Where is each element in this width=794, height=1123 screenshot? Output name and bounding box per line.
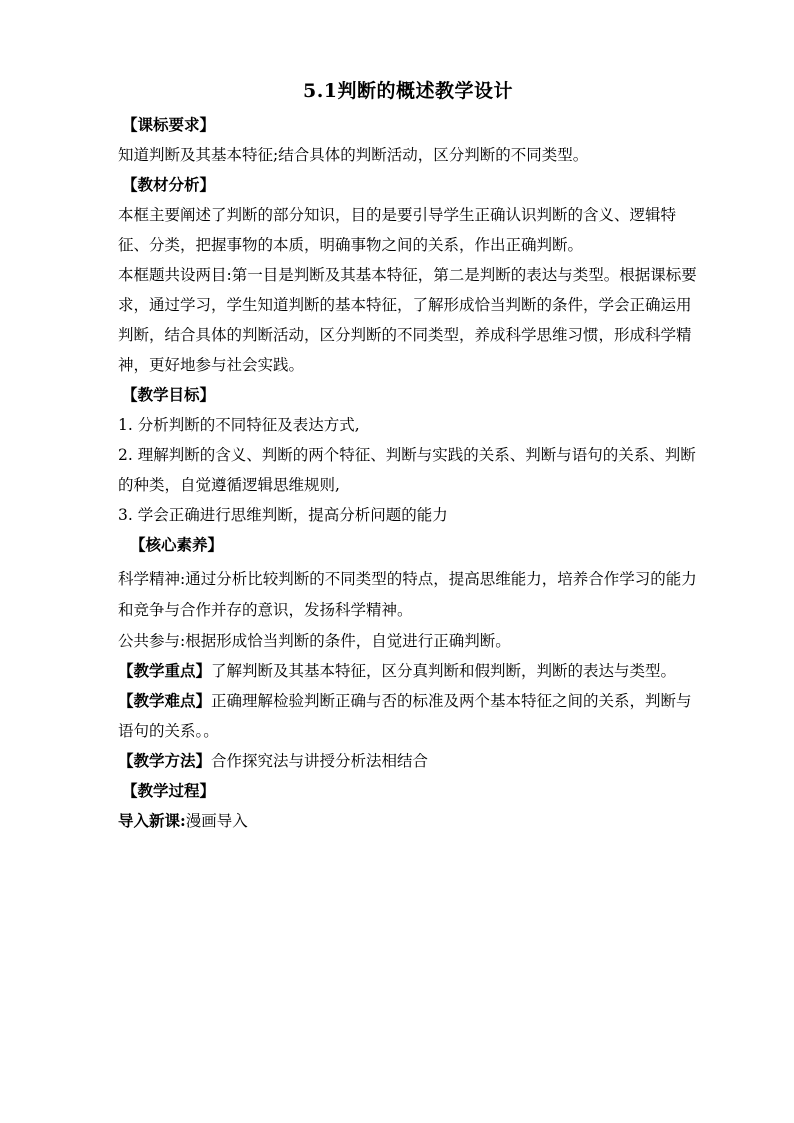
- key-points-line: [118, 656, 698, 686]
- section-heading-objectives: 【教学目标】: [122, 385, 216, 404]
- analysis-paragraph-2: 本框题共设两目:第一目是判断及其基本特征，第二是判断的表达与类型。根据课标要求，通过学习，学生知道判断的基本特征，了解形成恰当判断的条件，学会正确运用判断，结合具体的判断活动，区分判断的不同类型，养成科学思维习惯，形成科学精神，更好地参与社会实践。: [118, 266, 697, 374]
- analysis-paragraph-1: 本框主要阐述了判断的部分知识，目的是要引导学生正确认识判断的含义、逻辑特征、分类，把握事物的本质，明确事物之间的关系，作出正确判断。: [118, 206, 677, 254]
- document-body: [118, 76, 698, 836]
- difficulties-text: 正确理解检验判断正确与否的标准及两个基本特征之间的关系，判断与语句的关系。。: [118, 692, 692, 740]
- literacy-paragraph-2: 公共参与:根据形成恰当判断的条件，自觉进行正确判断。: [118, 632, 511, 650]
- key-points-text: 了解判断及其基本特征，区分真判断和假判断，判断的表达与类型。: [211, 662, 677, 680]
- objective-item: 2. 理解判断的含义、判断的两个特征、判断与实践的关系、判断与语句的关系、判断的种类，自觉遵循逻辑思维规则,: [118, 446, 696, 494]
- section-heading-difficulties: 【教学难点】: [118, 691, 212, 710]
- intro-text: 漫画导入: [185, 812, 248, 830]
- methods-line: [118, 746, 698, 776]
- section-heading-methods: 【教学方法】: [118, 751, 212, 770]
- methods-text: 合作探究法与讲授分析法相结合: [211, 752, 429, 770]
- page-title: 5.1判断的概述教学设计: [302, 80, 514, 102]
- intro-line: [118, 806, 698, 836]
- standards-text: 知道判断及其基本特征;结合具体的判断活动，区分判断的不同类型。: [118, 146, 589, 164]
- literacy-paragraph-1: 科学精神:通过分析比较判断的不同类型的特点，提高思维能力，培养合作学习的能力和竞争与合作并存的意识，发扬科学精神。: [118, 570, 697, 619]
- section-heading-process: 【教学过程】: [122, 781, 216, 800]
- objective-item: 1. 分析判断的不同特征及表达方式,: [118, 416, 360, 434]
- section-heading-literacy: 【核心素养】: [130, 535, 224, 554]
- section-heading-key-points: 【教学重点】: [118, 661, 212, 680]
- section-heading-standards: 【课标要求】: [122, 115, 216, 134]
- difficulties-line: [118, 686, 698, 746]
- intro-label: 导入新课:: [118, 811, 186, 830]
- section-heading-analysis: 【教材分析】: [122, 175, 216, 194]
- objective-item: 3. 学会正确进行思维判断，提高分析问题的能力: [118, 506, 448, 524]
